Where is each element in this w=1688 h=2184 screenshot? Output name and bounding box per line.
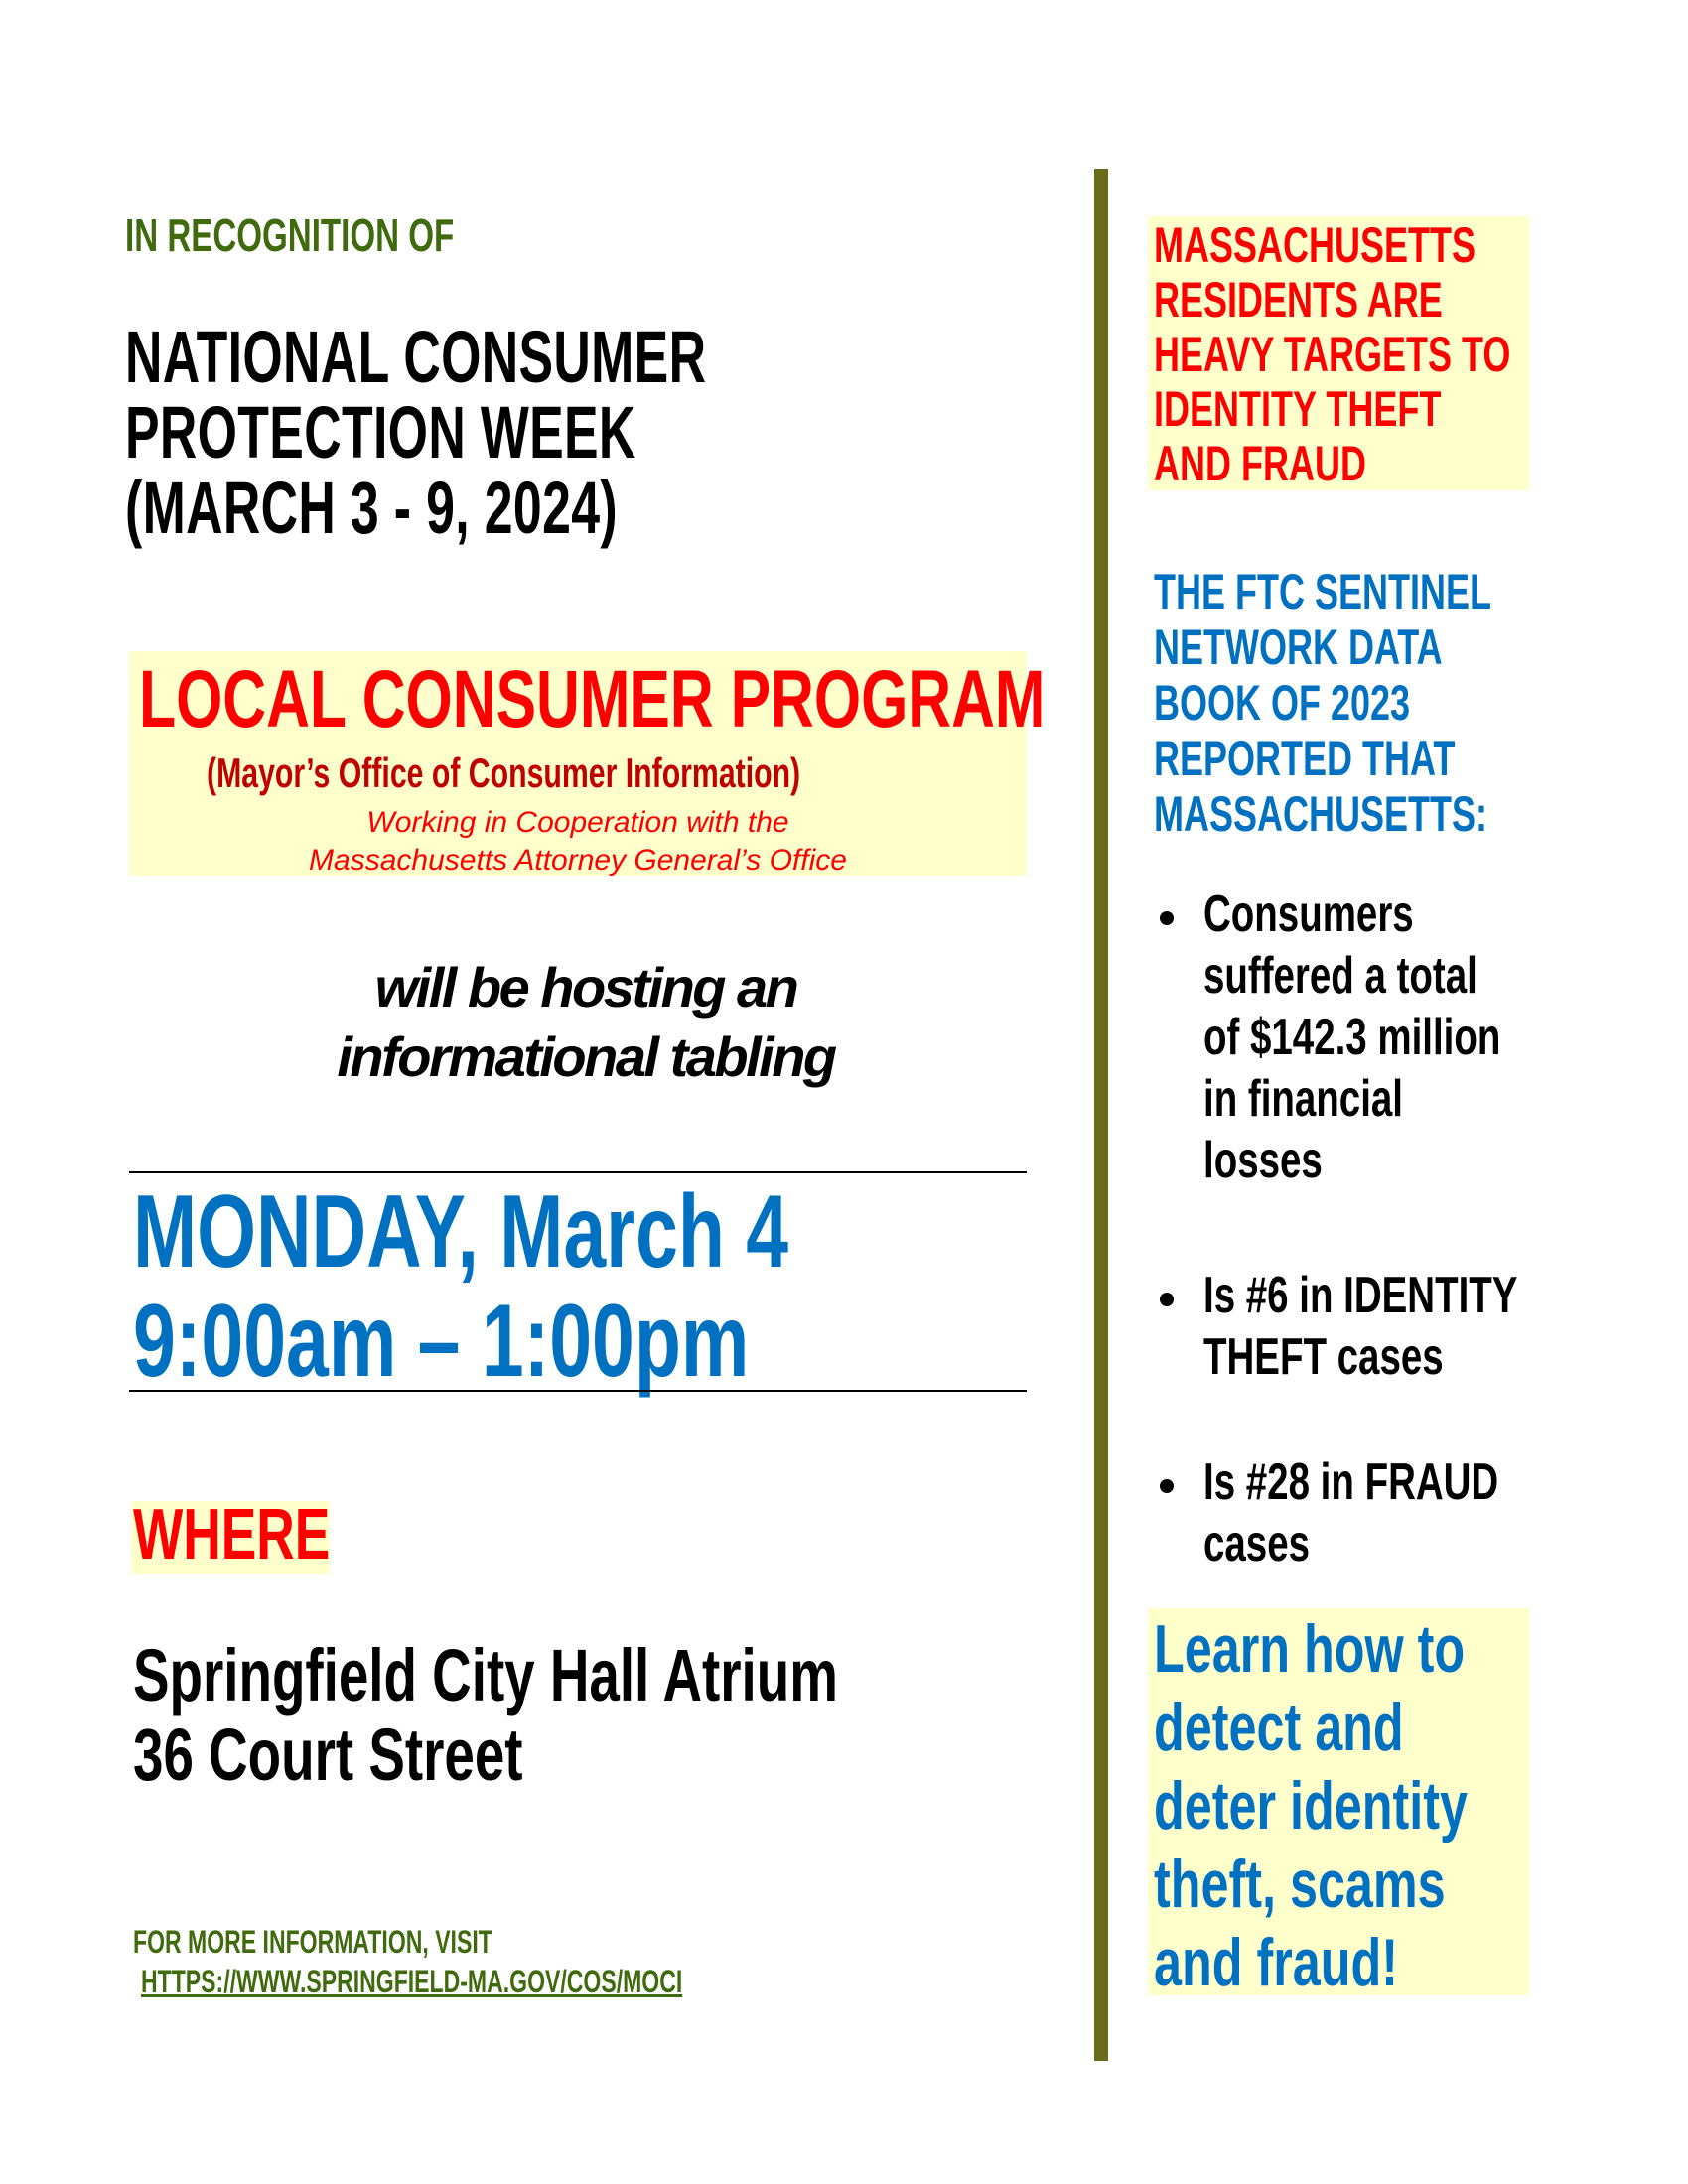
program-cooperation-line: Working in Cooperation with the [366, 806, 789, 839]
bullet-icon [1154, 893, 1194, 933]
stat-line: Consumers [1203, 886, 1414, 943]
stat-line: Is #6 in IDENTITY [1203, 1267, 1518, 1324]
targets-line: AND FRAUD [1154, 436, 1366, 491]
targets-line: MASSACHUSETTS [1154, 217, 1477, 273]
venue-name: Springfield City Hall Atrium [133, 1634, 838, 1716]
hosting-line: informational tabling [337, 1025, 835, 1088]
program-cooperation [129, 804, 1027, 880]
stat-line: in financial [1203, 1070, 1403, 1128]
venue [133, 1636, 838, 1795]
ftc-line: REPORTED THAT [1154, 731, 1456, 786]
event-title [125, 316, 707, 549]
program-cooperation-line: Massachusetts Attorney General’s Office [309, 844, 847, 877]
learn-line: and fraud! [1154, 1925, 1399, 2000]
targets-line: HEAVY TARGETS TO [1154, 327, 1511, 382]
learn-line: deter identity [1154, 1768, 1468, 1843]
bullet-icon [1154, 1275, 1194, 1314]
stat-line: cases [1203, 1515, 1311, 1572]
stat-line: THEFT cases [1203, 1328, 1444, 1386]
ftc-line: MASSACHUSETTS: [1154, 786, 1488, 842]
event-date-line: MONDAY, March 4 [133, 1174, 789, 1290]
ftc-line: THE FTC SENTINEL [1154, 564, 1491, 619]
stat-item-losses [1203, 884, 1500, 1191]
stat-item-fraud [1203, 1451, 1498, 1574]
event-date [133, 1174, 789, 1399]
event-time-line: 9:00am – 1:00pm [133, 1284, 750, 1399]
ftc-line: BOOK OF 2023 [1154, 675, 1411, 731]
learn-line: theft, scams [1154, 1846, 1446, 1922]
event-title-line: (MARCH 3 - 9, 2024) [125, 467, 618, 549]
stat-item-identity-theft [1203, 1265, 1517, 1388]
recognition-heading: IN RECOGNITION OF [125, 209, 455, 261]
stat-line: suffered a total [1203, 947, 1477, 1005]
column-divider [1094, 169, 1108, 2061]
stat-line: losses [1203, 1132, 1323, 1189]
bullet-icon [1154, 1461, 1194, 1501]
event-title-line: NATIONAL CONSUMER [125, 316, 707, 398]
targets-line: IDENTITY THEFT [1154, 381, 1442, 437]
program-office: (Mayor’s Office of Consumer Information) [207, 750, 801, 796]
venue-address: 36 Court Street [133, 1713, 523, 1796]
hosting-line: will be hosting an [374, 956, 797, 1019]
where-label: WHERE [133, 1495, 331, 1574]
date-rule-bottom [129, 1390, 1027, 1392]
targets-heading [1154, 218, 1510, 491]
learn-line: Learn how to [1154, 1611, 1466, 1687]
ftc-heading [1154, 564, 1491, 842]
more-info-link[interactable]: HTTPS://WWW.SPRINGFIELD-MA.GOV/COS/MOCI [141, 1964, 683, 1999]
more-info-label: FOR MORE INFORMATION, VISIT [133, 1924, 492, 1960]
program-title: LOCAL CONSUMER PROGRAM [139, 654, 1046, 745]
date-rule-top [129, 1171, 1027, 1173]
hosting-text [298, 953, 874, 1092]
stat-line: of $142.3 million [1203, 1009, 1501, 1066]
ftc-line: NETWORK DATA [1154, 619, 1443, 675]
event-title-line: PROTECTION WEEK [125, 391, 636, 474]
learn-callout [1154, 1610, 1468, 2002]
targets-line: RESIDENTS ARE [1154, 272, 1443, 328]
stat-line: Is #28 in FRAUD [1203, 1453, 1499, 1511]
learn-line: detect and [1154, 1690, 1404, 1765]
